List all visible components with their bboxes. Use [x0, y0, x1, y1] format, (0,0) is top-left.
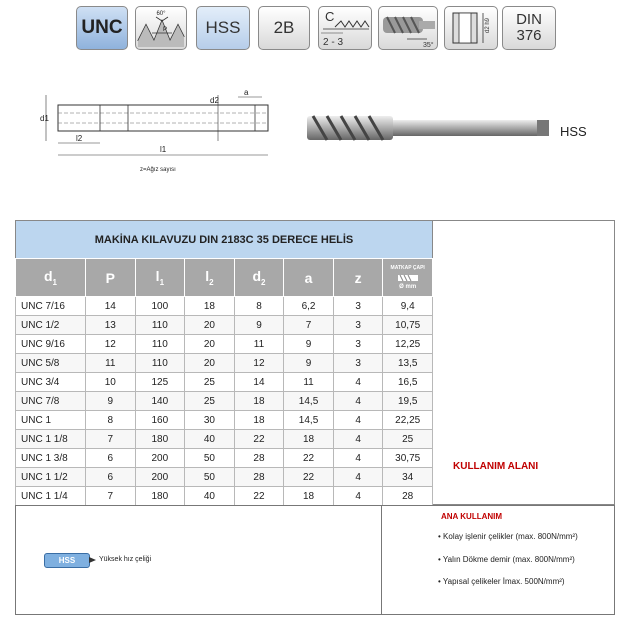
col-header-l2: $l_2$	[185, 259, 235, 297]
hss-legend-text: Yüksek hız çeliği	[99, 556, 152, 563]
table-cell: 18	[284, 430, 334, 449]
standard-line1: DIN	[516, 11, 542, 28]
usage-item-1-text: Kolay işlenir çelikler (max. 800N/mm²)	[443, 532, 578, 541]
table-cell: 22	[234, 430, 284, 449]
table-cell: 100	[135, 297, 185, 316]
arrow-right-icon	[88, 555, 98, 565]
table-cell: 18	[234, 392, 284, 411]
table-cell: 4	[333, 392, 383, 411]
table-row	[16, 316, 433, 335]
usage-item-3: • Yapısal çelikeler İmax. 500N/mm²)	[438, 577, 565, 586]
table-cell: 22	[284, 449, 334, 468]
usage-item-3-text: Yapısal çelikeler İmax. 500N/mm²)	[442, 577, 565, 586]
table-cell: 12,25	[383, 335, 433, 354]
table-cell: 12	[86, 335, 136, 354]
thread-type-icon	[76, 6, 128, 50]
table-cell: 110	[135, 316, 185, 335]
table-cell: UNC 5/8	[16, 354, 86, 373]
table-cell: UNC 7/8	[16, 392, 86, 411]
table-cell: 22,25	[383, 411, 433, 430]
table-cell: 20	[185, 335, 235, 354]
table-row	[16, 392, 433, 411]
flute-count-note: z=Ağız sayısı	[140, 167, 176, 173]
table-cell: 40	[185, 487, 235, 506]
table-cell: 50	[185, 449, 235, 468]
table-cell: 180	[135, 487, 185, 506]
table-row	[16, 411, 433, 430]
col-header-l1: $l_1$	[135, 259, 185, 297]
table-cell: 34	[383, 468, 433, 487]
table-cell: 4	[333, 468, 383, 487]
table-cell: UNC 1 1/4	[16, 487, 86, 506]
pitch-label: P	[163, 27, 168, 33]
angle-label: 60°	[156, 11, 166, 17]
table-cell: 30	[185, 411, 235, 430]
tap-product-image	[305, 108, 555, 148]
product-material-label: HSS	[560, 124, 587, 139]
table-cell: 6,2	[284, 297, 334, 316]
table-cell: 4	[333, 373, 383, 392]
table-row	[16, 449, 433, 468]
table-cell: UNC 1/2	[16, 316, 86, 335]
shank-tolerance-icon	[444, 6, 498, 50]
helix-graphic	[379, 7, 437, 49]
table-cell: 12	[234, 354, 284, 373]
table-cell: 11	[284, 373, 334, 392]
drill-header-top: MATKAP ÇAPI	[390, 264, 425, 271]
table-cell: 9	[234, 316, 284, 335]
shank-graphic	[445, 7, 497, 49]
helix-icon	[378, 6, 438, 50]
tap-technical-drawing	[30, 85, 280, 180]
table-cell: 160	[135, 411, 185, 430]
table-cell: 20	[185, 354, 235, 373]
table-cell: 4	[333, 430, 383, 449]
table-cell: 3	[333, 316, 383, 335]
table-cell: 50	[185, 468, 235, 487]
table-cell: 6	[86, 449, 136, 468]
table-cell: 14,5	[284, 392, 334, 411]
spec-table	[15, 258, 433, 506]
table-cell: 18	[284, 487, 334, 506]
table-cell: 6	[86, 468, 136, 487]
shank-label: d2 h9	[485, 17, 491, 33]
table-cell: 28	[234, 449, 284, 468]
table-cell: UNC 1 1/8	[16, 430, 86, 449]
table-cell: 9,4	[383, 297, 433, 316]
usage-area-title: KULLANIM ALANI	[453, 461, 539, 472]
table-cell: 16,5	[383, 373, 433, 392]
table-cell: 14	[234, 373, 284, 392]
table-cell: 40	[185, 430, 235, 449]
table-cell: UNC 9/16	[16, 335, 86, 354]
table-cell: UNC 1	[16, 411, 86, 430]
table-cell: 3	[333, 354, 383, 373]
table-cell: UNC 1 3/8	[16, 449, 86, 468]
table-body	[16, 297, 433, 506]
table-cell: 9	[86, 392, 136, 411]
table-cell: 11	[86, 354, 136, 373]
usage-item-2: • Yalın Dökme demir (max. 800N/mm²)	[438, 555, 575, 564]
table-cell: 4	[333, 449, 383, 468]
col-header-z: z	[333, 259, 383, 297]
table-cell: 18	[234, 411, 284, 430]
table-row	[16, 373, 433, 392]
table-cell: 125	[135, 373, 185, 392]
table-cell: 7	[284, 316, 334, 335]
d2-label: d2	[210, 96, 219, 105]
table-row	[16, 354, 433, 373]
col-header-a: a	[284, 259, 334, 297]
usage-item-1: • Kolay işlenir çelikler (max. 800N/mm²)	[438, 532, 578, 541]
table-cell: 180	[135, 430, 185, 449]
table-cell: 11	[234, 335, 284, 354]
table-cell: UNC 1 1/2	[16, 468, 86, 487]
table-row	[16, 468, 433, 487]
chamfer-range: 2 - 3	[323, 37, 344, 48]
hss-legend-badge: HSS	[44, 553, 90, 568]
standard-line2: 376	[516, 27, 542, 44]
thread-type-label: UNC	[81, 17, 123, 38]
table-row	[16, 297, 433, 316]
l2-label: l2	[76, 134, 83, 143]
table-cell: 13	[86, 316, 136, 335]
d1-label: d1	[40, 114, 49, 123]
table-cell: 19,5	[383, 392, 433, 411]
usage-item-2-text: Yalın Dökme demir (max. 800N/mm²)	[442, 555, 575, 564]
table-cell: 4	[333, 487, 383, 506]
col-header-d2: $d_2$	[234, 259, 284, 297]
table-cell: 22	[284, 468, 334, 487]
table-cell: 25	[185, 373, 235, 392]
table-cell: 200	[135, 468, 185, 487]
a-label: a	[244, 88, 249, 97]
drill-header-unit: mm	[405, 283, 417, 290]
material-label: HSS	[205, 18, 241, 37]
table-cell: UNC 3/4	[16, 373, 86, 392]
table-cell: 3	[333, 297, 383, 316]
table-cell: 4	[333, 411, 383, 430]
table-cell: 14,5	[284, 411, 334, 430]
table-cell: 28	[383, 487, 433, 506]
helix-angle-label: 35°	[423, 42, 434, 49]
table-row	[16, 430, 433, 449]
tolerance-label: 2B	[273, 18, 295, 37]
chamfer-icon	[318, 6, 372, 50]
table-cell: 20	[185, 316, 235, 335]
col-header-drill-diameter: MATKAP ÇAPI Ø mm	[383, 259, 433, 297]
tap-spec-table	[15, 220, 433, 506]
table-cell: 30,75	[383, 449, 433, 468]
table-cell: 18	[185, 297, 235, 316]
chamfer-letter: C	[325, 9, 335, 24]
table-cell: 10	[86, 373, 136, 392]
table-cell: 3	[333, 335, 383, 354]
col-header-d1: $d_1$	[16, 259, 86, 297]
table-cell: 140	[135, 392, 185, 411]
table-cell: 10,75	[383, 316, 433, 335]
table-cell: 8	[86, 411, 136, 430]
thread-profile-icon	[135, 6, 187, 50]
main-usage-title: ANA KULLANIM	[441, 512, 503, 521]
standard-icon	[502, 6, 556, 50]
table-cell: 9	[284, 335, 334, 354]
col-header-p: P	[86, 259, 136, 297]
material-icon	[196, 6, 250, 50]
table-cell: 25	[185, 392, 235, 411]
bottom-divider	[381, 506, 382, 614]
table-cell: 13,5	[383, 354, 433, 373]
table-cell: 9	[284, 354, 334, 373]
l1-label: l1	[160, 145, 167, 154]
table-title: MAKİNA KILAVUZU DIN 2183C 35 DERECE HELİS	[15, 220, 433, 258]
table-cell: 22	[234, 487, 284, 506]
table-header-row	[16, 259, 433, 297]
table-cell: UNC 7/16	[16, 297, 86, 316]
tolerance-icon	[258, 6, 310, 50]
table-row	[16, 335, 433, 354]
table-row	[16, 487, 433, 506]
table-cell: 7	[86, 487, 136, 506]
thread-profile-graphic	[136, 7, 186, 49]
table-cell: 8	[234, 297, 284, 316]
table-cell: 110	[135, 335, 185, 354]
table-cell: 200	[135, 449, 185, 468]
chamfer-graphic	[319, 7, 371, 49]
drill-icon	[397, 273, 419, 283]
table-cell: 7	[86, 430, 136, 449]
table-cell: 14	[86, 297, 136, 316]
table-cell: 110	[135, 354, 185, 373]
table-cell: 25	[383, 430, 433, 449]
table-cell: 28	[234, 468, 284, 487]
